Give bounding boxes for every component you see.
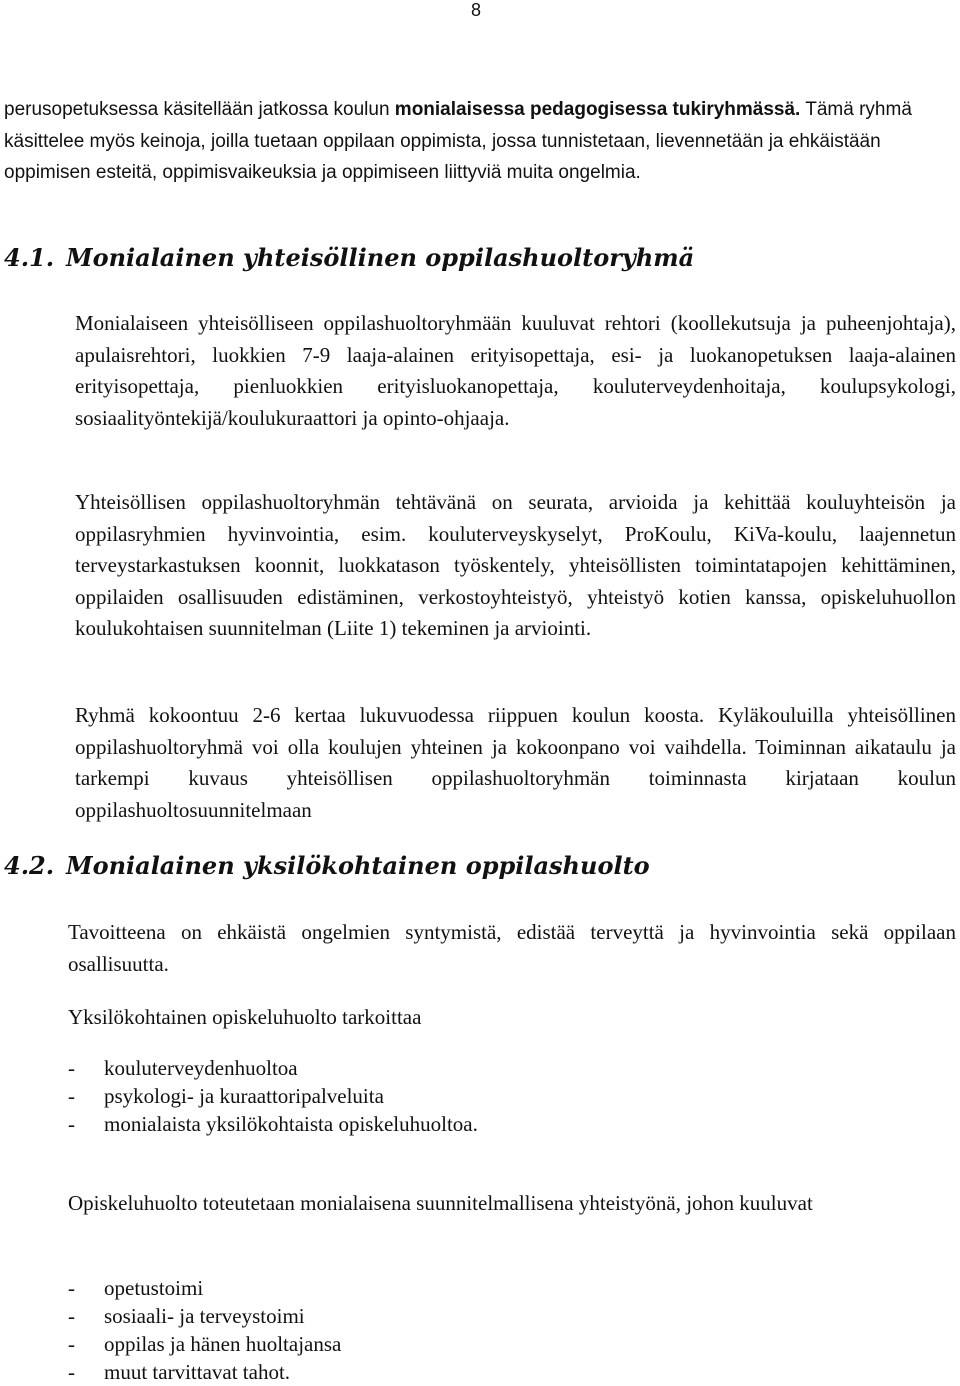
list-item <box>68 1330 341 1358</box>
list-dash: - <box>68 1112 75 1136</box>
section-4-2-heading <box>4 851 650 881</box>
meetings-paragraph: Ryhmä kokoontuu 2-6 kertaa lukuvuodessa riippuen koulun koosta. Kyläkouluilla yhteisöllinen oppilashuoltoryhmä voi olla koulujen yhteinen ja kokoonpano voi vaihdella. Toiminnan aikataulu ja tarkempi kuvaus yhteisöllisen oppilashuoltoryhmän toiminnasta kirjataan koulun oppilashuoltosuunnitelmaan <box>75 703 956 822</box>
list-item <box>68 1274 341 1302</box>
list-item-text: opetustoimi <box>104 1276 204 1300</box>
list-item <box>68 1302 341 1330</box>
list-item <box>68 1358 341 1386</box>
list1-intro: Yksilökohtainen opiskeluhuolto tarkoittaa <box>68 1005 422 1029</box>
section-4-2-number: 4.2. <box>4 851 55 880</box>
list-item-text: oppilas ja hänen huoltajansa <box>104 1332 342 1356</box>
section-4-1-title: Monialainen yhteisöllinen oppilashuoltoryhmä <box>66 243 695 272</box>
intro-text-end: Tämä ryhmä käsittelee myös keinoja, joilla tuetaan oppilaan oppimista, jossa tunnistetaan, lievennetään ja ehkäistään oppimisen esteitä, oppimisvaikeuksia ja oppimiseen liittyviä muita ongelmia. <box>4 99 912 183</box>
list-dash: - <box>68 1084 75 1108</box>
list-item <box>68 1082 478 1110</box>
service-list <box>68 1054 478 1138</box>
goal-paragraph: Tavoitteena on ehkäistä ongelmien syntymistä, edistää terveyttä ja hyvinvointia sekä oppilaan osallisuutta. <box>68 920 956 976</box>
list-item <box>68 1110 478 1138</box>
intro-paragraph <box>4 94 954 189</box>
list-item-text: psykologi- ja kuraattoripalveluita <box>104 1084 384 1108</box>
list-item-text: kouluterveydenhuoltoa <box>104 1056 298 1080</box>
section-4-1-number: 4.1. <box>4 243 55 272</box>
list-item-text: monialaista yksilökohtaista opiskeluhuoltoa. <box>104 1112 478 1136</box>
list2-intro: Opiskeluhuolto toteutetaan monialaisena suunnitelmallisena yhteistyönä, johon kuuluvat <box>68 1191 813 1215</box>
list-item <box>68 1054 478 1082</box>
section-4-2-title: Monialainen yksilökohtainen oppilashuolto <box>66 851 650 880</box>
list-dash: - <box>68 1056 75 1080</box>
tasks-paragraph: Yhteisöllisen oppilashuoltoryhmän tehtävänä on seurata, arvioida ja kehittää kouluyhteisön ja oppilasryhmien hyvinvointia, esim. kouluterveyskyselyt, ProKoulu, KiVa-koulu, laajennetun terveystarkastuksen koonnit, luokkatason työskentely, yhteisöllisten toimintatapojen kehittäminen, oppilaiden osallisuuden edistäminen, verkostoyhteistyö, yhteistyö kotien kanssa, opiskeluhuollon koulukohtaisen suunnitelman (Liite 1) tekeminen ja arviointi. <box>75 490 956 641</box>
party-list <box>68 1274 341 1386</box>
members-paragraph: Monialaiseen yhteisölliseen oppilashuoltoryhmään kuuluvat rehtori (koollekutsuja ja puheenjohtaja), apulaisrehtori, luokkien 7-9 laaja-alainen erityisopettaja, esi- ja luokanopetuksen laaja-alainen erityisopettaja, pienluokkien erityisluokanopettaja, kouluterveydenhoitaja, koulupsykologi, sosiaalityöntekijä/koulukuraattori ja opinto-ohjaaja. <box>75 311 956 430</box>
list-dash: - <box>68 1360 75 1384</box>
list-item-text: sosiaali- ja terveystoimi <box>104 1304 305 1328</box>
intro-bold-term: monialaisessa pedagogisessa tukiryhmässä. <box>394 99 801 120</box>
list-dash: - <box>68 1276 75 1300</box>
list-item-text: muut tarvittavat tahot. <box>104 1360 291 1384</box>
page-number: 8 <box>471 0 482 20</box>
section-4-1-heading <box>4 243 694 273</box>
list-dash: - <box>68 1332 75 1356</box>
list-dash: - <box>68 1304 75 1328</box>
intro-text-start: perusopetuksessa käsitellään jatkossa koulun <box>4 99 395 120</box>
